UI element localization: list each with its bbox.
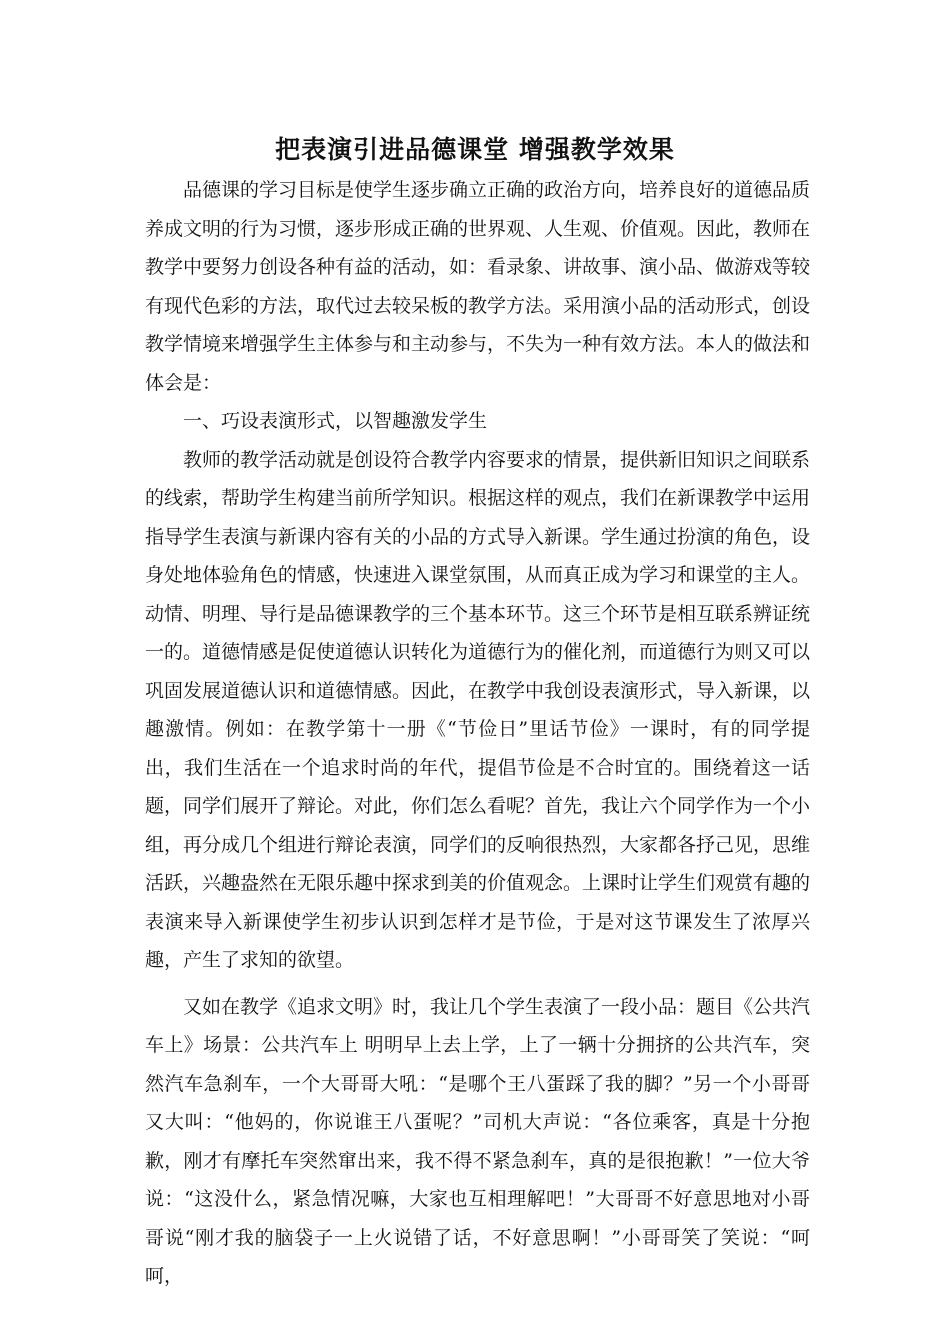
section-heading: 一、巧设表演形式，以智趣激发学生 [183, 410, 488, 432]
body-paragraph-1: 教师的教学活动就是创设符合教学内容要求的情景，提供新旧知识之间联系的线索，帮助学生构建当前所学知识。根据这样的观点，我们在新课教学中运用指导学生表演与新课内容有关的小品的方式导入新课。学生通过扮演的角色，设身处地体验角色的情感，快速进入课堂氛围，从而真正成为学习和课堂的主人。动情、明理、导行是品德课教学的三个基本环节。这三个环节是相互联系辨证统一的。道德情感是促使道德认识转化为道德行为的催化剂，而道德行为则又可以巩固发展道德认识和道德情感。因此，在教学中我创设表演形式，导入新课，以趣激情。例如：在教学第十一册《“节俭日”里话节俭》一课时，有的同学提出，我们生活在一个追求时尚的年代，提倡节俭是不合时宜的。围绕着这一话题，同学们展开了辩论。对此，你们怎么看呢？首先，我让六个同学作为一个小组，再分成几个组进行辩论表演，同学们的反响很热烈，大家都各抒己见，思维活跃，兴趣盎然在无限乐趣中探求到美的价值观念。上课时让学生们观赏有趣的表演来导入新课使学生初步认识到怎样才是节俭，于是对这节课发生了浓厚兴趣，产生了求知的欲望。 [145, 448, 811, 971]
document-title: 把表演引进品德课堂 增强教学效果 [275, 135, 675, 164]
intro-paragraph: 品德课的学习目标是使学生逐步确立正确的政治方向，培养良好的道德品质养成文明的行为习惯，逐步形成正确的世界观、人生观、价值观。因此，教师在教学中要努力创设各种有益的活动，如：看录象、讲故事、演小品、做游戏等较有现代色彩的方法，取代过去较呆板的教学方法。采用演小品的活动形式，创设教学情境来增强学生主体参与和主动参与，不失为一种有效方法。本人的做法和体会是： [145, 179, 811, 394]
body-paragraph-2: 又如在教学《追求文明》时，我让几个学生表演了一段小品：题目《公共汽车上》场景：公共汽车上 明明早上去上学，上了一辆十分拥挤的公共汽车，突然汽车急刹车，一个大哥哥大吼：“是哪个王八蛋踩了我的脚？”另一个小哥哥又大叫：“他妈的，你说谁王八蛋呢？”司机大声说：“各位乘客，真是十分抱歉，刚才有摩托车突然窜出来，我不得不紧急刹车，真的是很抱歉！”一位大爷说：“这没什么，紧急情况嘛，大家也互相理解吧！”大哥哥不好意思地对小哥哥说“刚才我的脑袋子一上火说错了话，不好意思啊！”小哥哥笑了笑说：“呵呵， [145, 995, 811, 1287]
document-body [145, 171, 810, 1296]
